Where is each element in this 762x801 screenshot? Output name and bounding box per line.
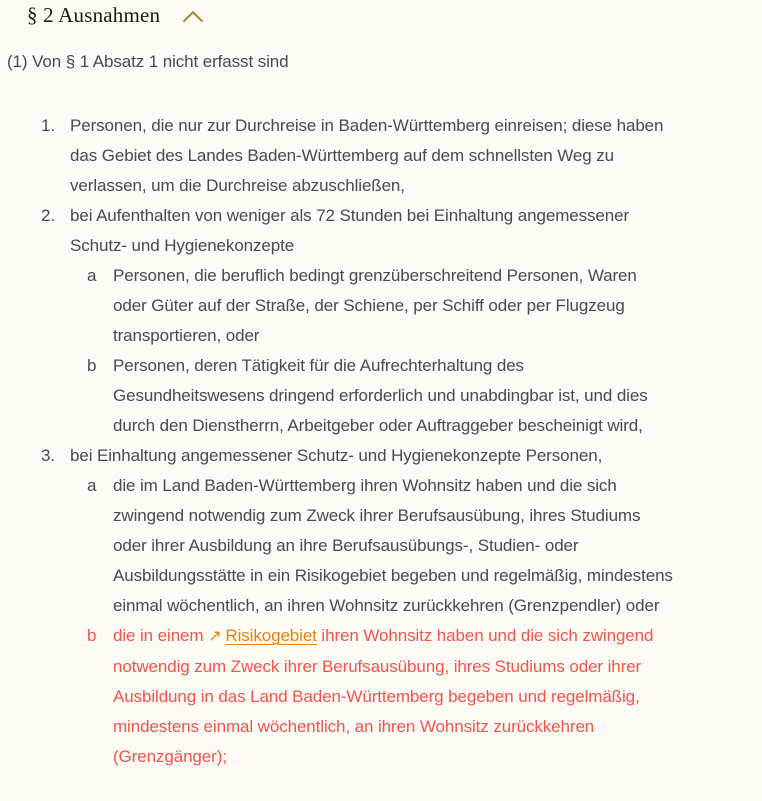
- sub-item-b: [87, 621, 675, 772]
- sub-item-a: [87, 261, 675, 351]
- chevron-up-icon: [182, 10, 204, 23]
- item-text: die in einem: [113, 626, 209, 645]
- exceptions-list: [41, 111, 675, 772]
- exception-item-1: [41, 111, 675, 201]
- item-marker: 1.: [41, 116, 55, 135]
- item-body: [70, 441, 675, 772]
- collapse-toggle-button[interactable]: [182, 8, 204, 23]
- item-text: die im Land Baden-Württemberg ihren Wohnsitz haben und die sich zwingend notwendig zum Zweck ihrer Berufsausübung, ihres Studiums oder ihrer Ausbildung an ihre Berufsausübungs-, Studien- oder Ausbildungsstätte in ein Risikogebiet begeben und regelmäßig, mindestens einmal wöchentlich, an ihren Wohnsitz zurückkehren (Grenzpendler) oder: [113, 476, 673, 615]
- item-body: [113, 471, 675, 621]
- sub-item-b: [87, 351, 675, 441]
- item-marker: a: [87, 476, 97, 495]
- item-marker: 2.: [41, 206, 55, 225]
- item-body: [113, 621, 675, 772]
- item-body: [70, 111, 675, 201]
- section-intro: (1) Von § 1 Absatz 1 nicht erfasst sind: [7, 52, 289, 71]
- sub-list: [87, 261, 675, 441]
- exception-item-2: [41, 201, 675, 441]
- item-body: [113, 261, 675, 351]
- external-link-arrow-icon: ↗: [208, 628, 222, 645]
- item-text: Personen, die beruflich bedingt grenzüberschreitend Personen, Waren oder Güter auf der Straße, der Schiene, per Schiff oder per Flugzeug transportieren, oder: [113, 266, 637, 345]
- item-marker: b: [87, 626, 97, 645]
- item-body: [70, 201, 675, 441]
- exception-item-3: [41, 441, 675, 772]
- item-text: Personen, die nur zur Durchreise in Baden-Württemberg einreisen; diese haben das Gebiet des Landes Baden-Württemberg auf dem schnellsten Weg zu verlassen, um die Durchreise abzuschließen,: [70, 116, 664, 195]
- item-text: ihren Wohnsitz haben und die sich zwingend notwendig zum Zweck ihrer Berufsausübung, ihres Studiums oder ihrer Ausbildung in das Land Baden-Württemberg begeben und regelmäßig, mindestens einmal wöchentlich, an ihren Wohnsitz zurückkehren (Grenzgänger);: [113, 626, 654, 766]
- item-text: bei Einhaltung angemessener Schutz- und Hygienekonzepte Personen,: [70, 446, 603, 465]
- risikogebiet-link[interactable]: Risikogebiet: [225, 626, 317, 645]
- item-marker: a: [87, 266, 97, 285]
- item-body: [113, 351, 675, 441]
- section-header: [27, 2, 762, 28]
- item-marker: 3.: [41, 446, 55, 465]
- item-text: Personen, deren Tätigkeit für die Aufrechterhaltung des Gesundheitswesens dringend erforderlich und unabdingbar ist, und dies durch den Dienstherrn, Arbeitgeber oder Auftraggeber bescheinigt wird,: [113, 356, 648, 435]
- section-title: § 2 Ausnahmen: [27, 3, 161, 27]
- item-text: bei Aufenthalten von weniger als 72 Stunden bei Einhaltung angemessener Schutz- und Hygienekonzepte: [70, 206, 630, 255]
- item-marker: b: [87, 356, 97, 375]
- sub-list: [87, 471, 675, 772]
- sub-item-a: [87, 471, 675, 621]
